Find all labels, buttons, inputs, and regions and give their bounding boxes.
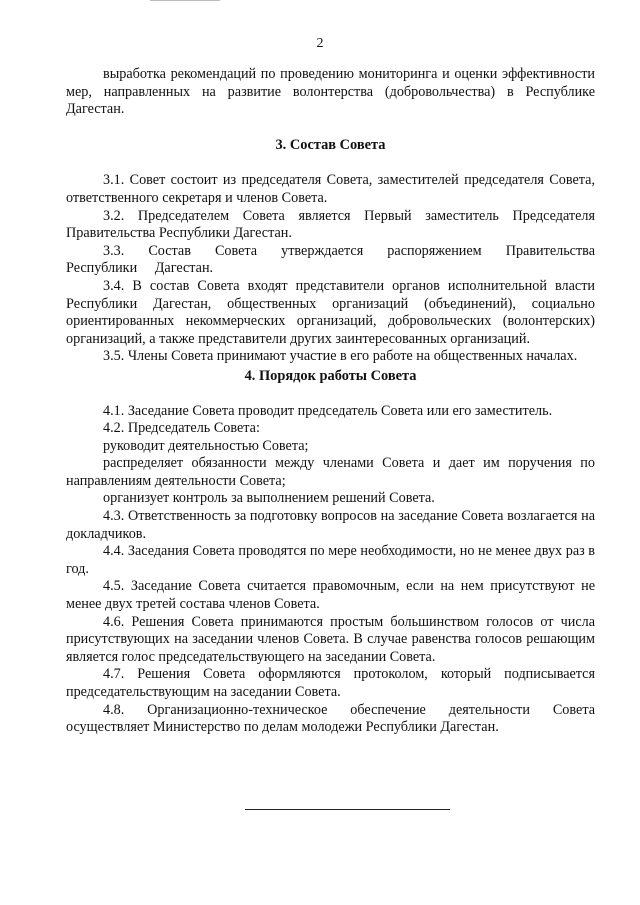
section-3-heading: 3. Состав Совета bbox=[275, 136, 386, 153]
chair-duty-1: руководит деятельностью Совета; bbox=[103, 437, 309, 454]
section-4-heading: 4. Порядок работы Совета bbox=[244, 367, 417, 384]
clause-3-2: 3.2. Председателем Совета является Первый заместитель Председателя Правительства Республики Дагестан. bbox=[66, 207, 595, 242]
clause-4-3: 4.3. Ответственность за подготовку вопросов на заседание Совета возлагается на докладчиков. bbox=[66, 508, 595, 542]
chair-duty-2: распределяет обязанности между членами Совета и дает им поручения по направлениям деятельности Совета; bbox=[66, 455, 595, 489]
clause-4-5: 4.5. Заседание Совета считается правомочным, если на нем присутствуют не менее двух третей состава членов Совета. bbox=[66, 578, 595, 613]
clause-3-4: 3.4. В состав Совета входят представители органов исполнительной власти Республики Дагестан, общественных организаций (объединений), социально ориентированных некоммерческих организаций, добровольческих (волонтерских) организаций, а также представители других заинтересованных организаций. bbox=[66, 277, 595, 347]
clause-3-3: 3.3. Состав Совета утверждается распоряжением Правительства Республики Дагестан. bbox=[66, 242, 595, 277]
clause-4-6: 4.6. Решения Совета принимаются простым большинством голосов от числа присутствующих на заседании членов Совета. В случае равенства голосов решающим является голос председательствующего на заседании Совета. bbox=[66, 613, 595, 665]
intro-paragraph: выработка рекомендаций по проведению мониторинга и оценки эффективности мер, направленных на развитие волонтерства (добровольчества) в Республике Дагестан. bbox=[66, 66, 595, 118]
clause-3-5: 3.5. Члены Совета принимают участие в его работе на общественных началах. bbox=[103, 348, 578, 365]
chair-duty-3: организует контроль за выполнением решений Совета. bbox=[103, 490, 435, 507]
clause-4-1: 4.1. Заседание Совета проводит председатель Совета или его заместитель. bbox=[103, 402, 553, 419]
clause-4-2: 4.2. Председатель Совета: bbox=[103, 420, 260, 437]
clause-4-8: 4.8. Организационно-техническое обеспечение деятельности Совета осуществляет Министерство по делам молодежи Республики Дагестан. bbox=[66, 701, 595, 736]
clause-4-4: 4.4. Заседания Совета проводятся по мере необходимости, но не менее двух раз в год. bbox=[66, 543, 595, 577]
scan-edge-mark bbox=[150, 0, 220, 1]
end-of-text-rule bbox=[245, 809, 450, 810]
clause-3-1: 3.1. Совет состоит из председателя Совета, заместителей председателя Совета, ответственного секретаря и членов Совета. bbox=[66, 172, 595, 206]
document-body bbox=[66, 66, 595, 737]
page-number: 2 bbox=[316, 36, 324, 51]
clause-4-7: 4.7. Решения Совета оформляются протоколом, который подписывается председательствующим на заседании Совета. bbox=[66, 666, 595, 700]
